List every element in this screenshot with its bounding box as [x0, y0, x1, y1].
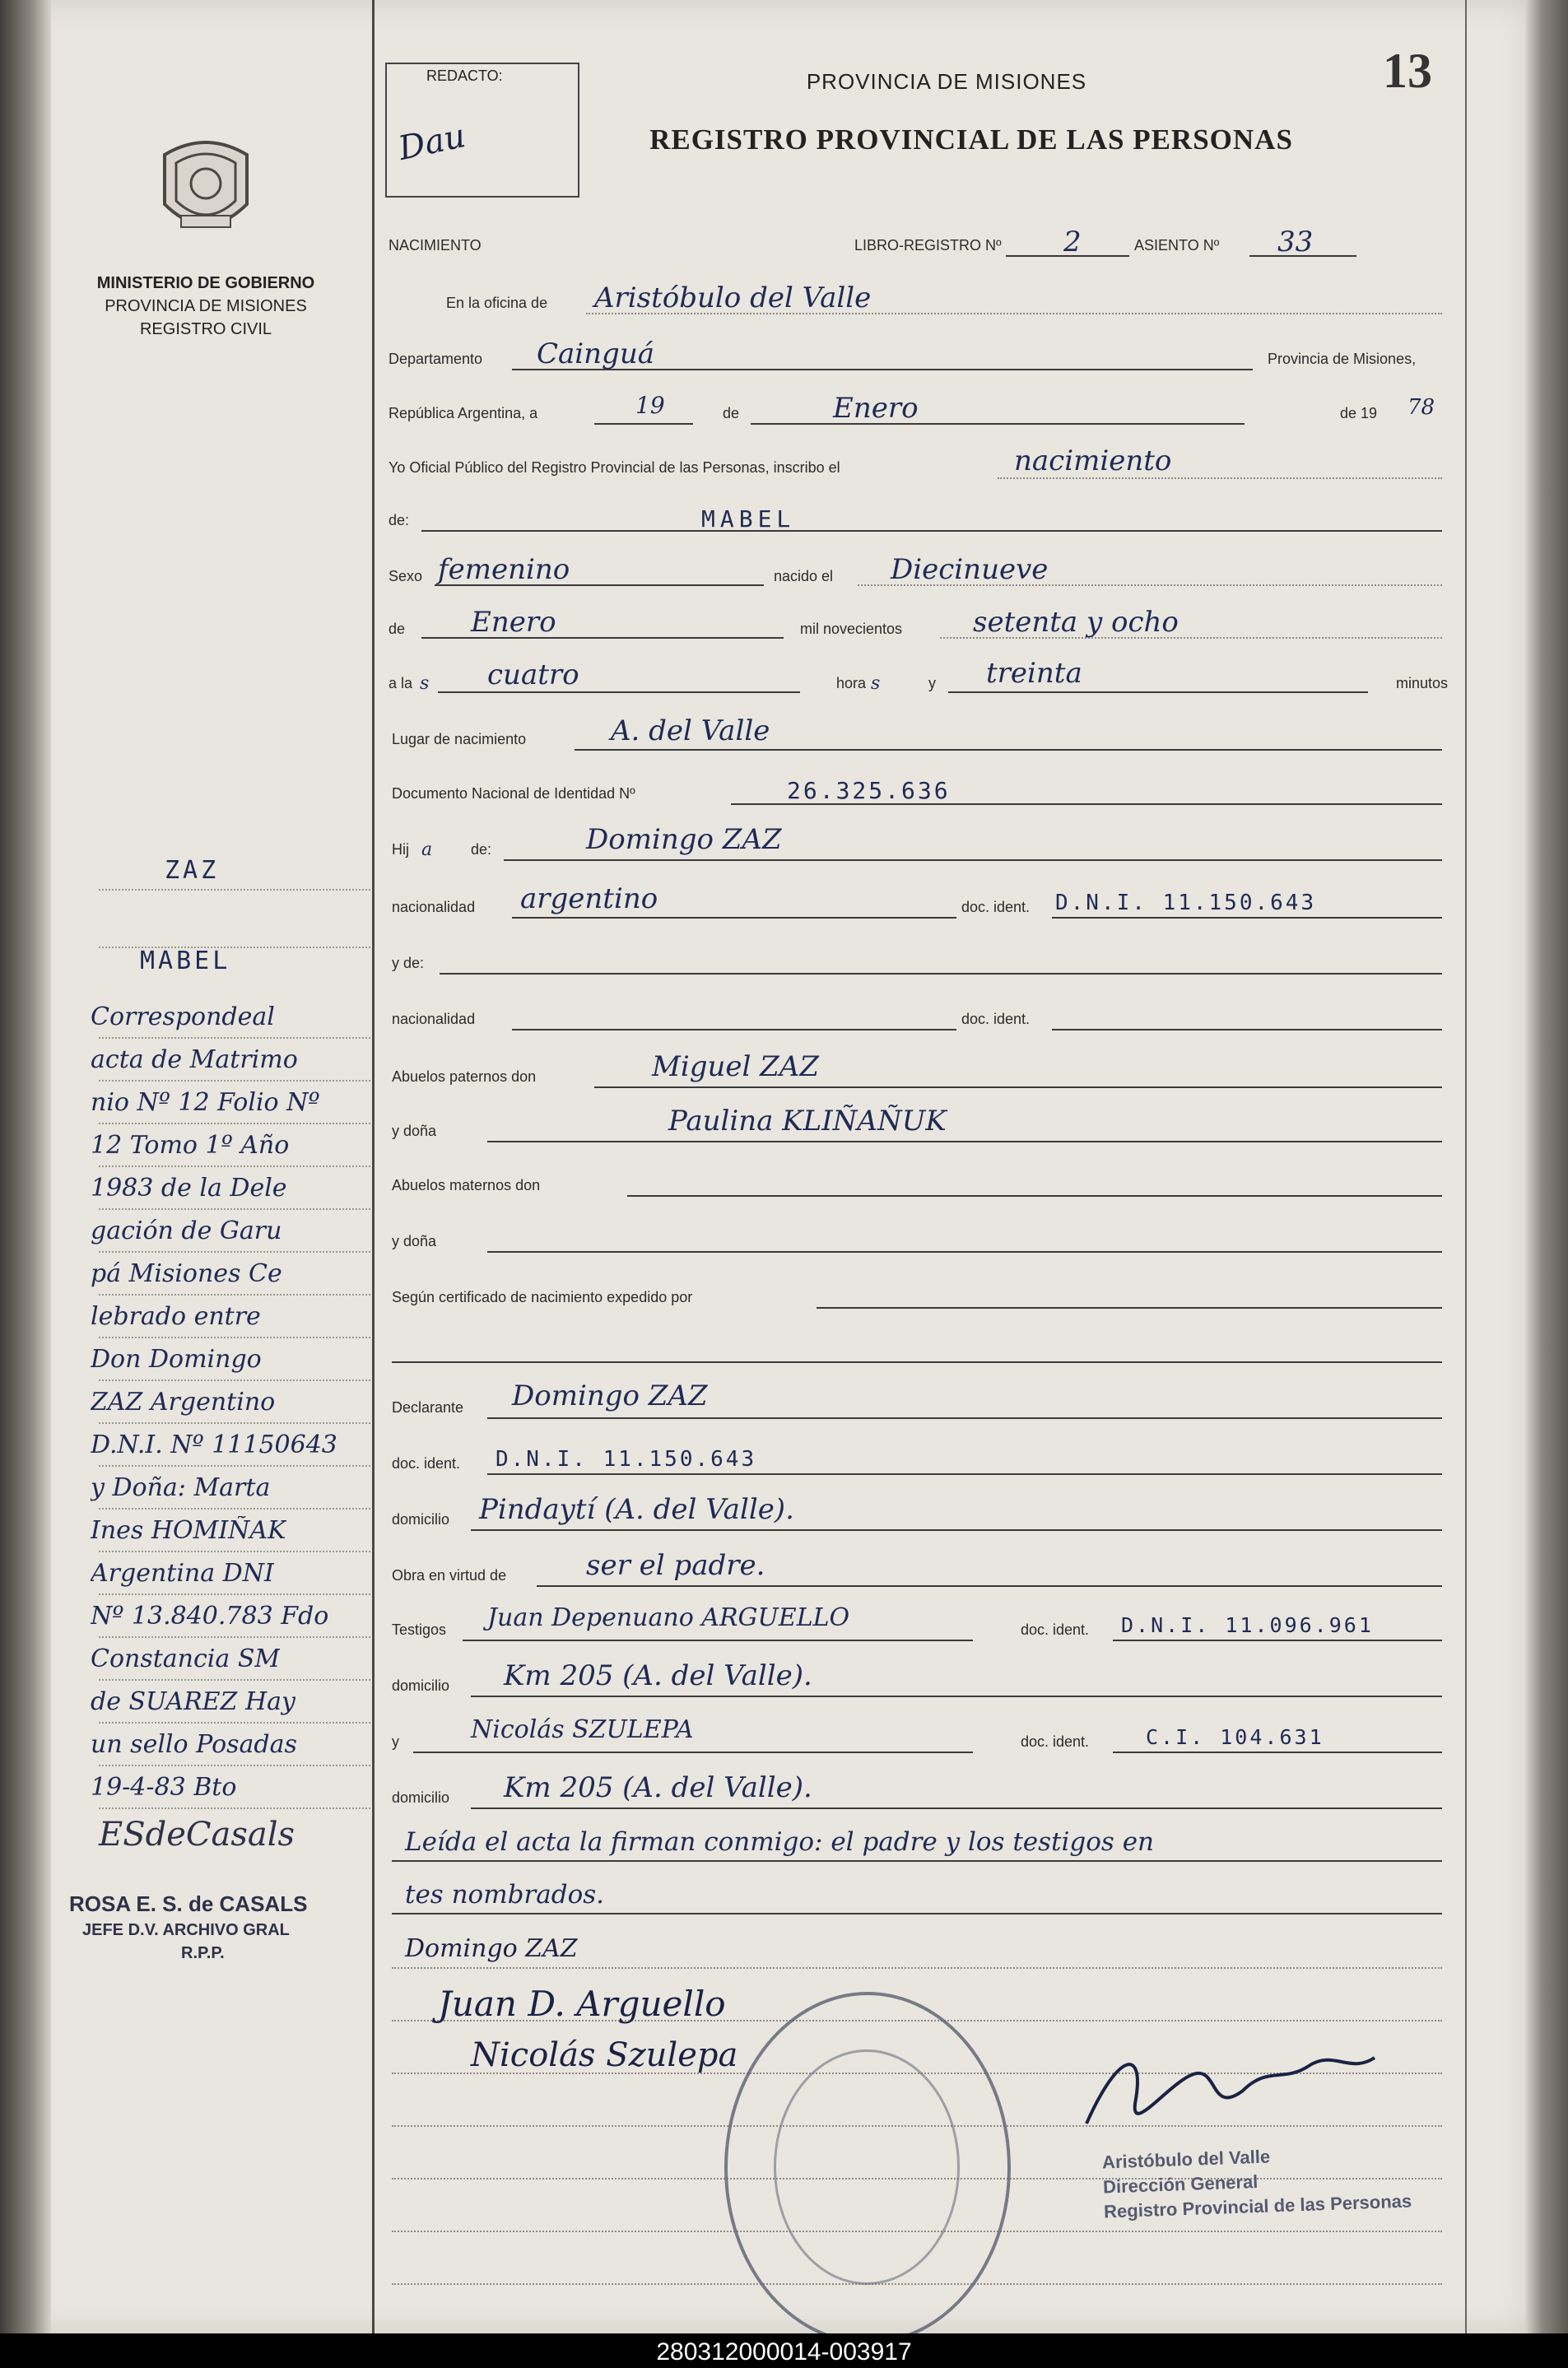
margin-note-line: acta de Matrimo [91, 1045, 298, 1074]
margin-note-line: ZAZ Argentino [91, 1388, 276, 1417]
binding [0, 0, 51, 2333]
abuelo-pat-value: Miguel ZAZ [652, 1050, 819, 1083]
row-hora [389, 657, 1467, 700]
row-abuela-paterna [389, 1105, 1467, 1146]
doc-ident3-label: doc. ident. [392, 1455, 461, 1472]
row-nacido-ano [389, 606, 1467, 645]
month-value: Enero [833, 392, 919, 425]
documento-label: Documento Nacional de Identidad Nº [392, 785, 635, 802]
row-departamento [389, 337, 1467, 377]
testigo1-doc-line [1113, 1640, 1442, 1641]
margin-stamp-3: R.P.P. [181, 1944, 225, 1962]
madre-line [440, 973, 1442, 975]
nacido-year: setenta y ocho [973, 606, 1179, 639]
horas-suffix: s [871, 673, 881, 694]
sexo-value: femenino [438, 553, 570, 586]
declarante-value: Domingo ZAZ [512, 1379, 708, 1412]
ydona2-label: y doña [392, 1233, 437, 1249]
row-abuela-materna [389, 1223, 1467, 1256]
redacto-signature: Dau [395, 117, 469, 168]
testigo2-dom-line [471, 1807, 1442, 1809]
libro-value: 2 [1063, 226, 1082, 258]
testigos-label: Testigos [392, 1621, 447, 1638]
margin-note-line: nio Nº 12 Folio Nº [91, 1088, 320, 1117]
doc-ident2-label: doc. ident. [961, 1011, 1031, 1027]
row-testigo1-dom [389, 1659, 1467, 1700]
margin-note-rule [99, 1037, 370, 1039]
margin-note-rule [99, 1251, 370, 1253]
declarante-doc-value: D.N.I. 11.150.643 [496, 1447, 757, 1472]
margin-note-line: pá Misiones Ce [91, 1259, 282, 1288]
officer-stamp-line-2: Dirección General [1102, 2170, 1259, 2198]
obra-line [537, 1585, 1442, 1587]
margin-note-rule [99, 1165, 370, 1167]
sign-2: Juan D. Arguello [438, 1984, 726, 2024]
nacido-value: Diecinueve [891, 553, 1049, 586]
declarante-label: Declarante [392, 1399, 464, 1416]
testigo1-value: Juan Depenuano ARGUELLO [487, 1603, 850, 1632]
mil-label: mil novecientos [800, 621, 903, 637]
margin-stamp-2: JEFE D.V. ARCHIVO GRAL [82, 1921, 290, 1939]
margin-note-line: Constancia SM [91, 1645, 281, 1673]
margin-note-line: Argentina DNI [91, 1559, 274, 1588]
margin-note-line: Nº 13.840.783 Fdo [91, 1602, 329, 1631]
abuela-pat-value: Paulina KLIÑAÑUK [668, 1105, 947, 1137]
redacto-box [385, 63, 579, 198]
margin-note-rule [99, 1465, 370, 1467]
margin-note-rule [99, 1080, 370, 1082]
hora-line [438, 691, 800, 693]
asiento-value: 33 [1277, 226, 1314, 258]
libro-label: LIBRO-REGISTRO Nº [854, 237, 1002, 254]
ministry-registry: REGISTRO CIVIL [139, 320, 272, 338]
row-closing-1 [389, 1827, 1467, 1860]
sexo-label: Sexo [389, 568, 423, 584]
row-declarante-doc [389, 1445, 1467, 1478]
minutos-value: treinta [986, 657, 1082, 690]
oficial-label: Yo Oficial Público del Registro Provincial de las Personas, inscribo el [389, 459, 840, 476]
month-line [751, 423, 1245, 425]
lugar-label: Lugar de nacimiento [392, 731, 527, 747]
officer-stamp-line-1: Aristóbulo del Valle [1101, 2146, 1271, 2173]
abuelos-pat-label: Abuelos paternos don [392, 1068, 537, 1085]
hijo-suffix: a [421, 840, 433, 860]
minutos-label: minutos [1396, 675, 1449, 691]
ministry-province: PROVINCIA DE MISIONES [105, 297, 307, 315]
row-testigo-1 [389, 1603, 1467, 1645]
margin-divider [372, 0, 375, 2333]
provincia-label: Provincia de Misiones, [1268, 351, 1417, 367]
row-segun [389, 1279, 1467, 1312]
margin-note-rule [99, 1123, 370, 1124]
sign-1: Domingo ZAZ [405, 1934, 578, 1963]
declarante-doc-line [487, 1473, 1442, 1475]
domicilio2-label: domicilio [392, 1677, 450, 1694]
officer-signature-icon [1070, 2033, 1399, 2148]
margin-note-rule [99, 1551, 370, 1552]
abuela-mat-line [487, 1251, 1442, 1253]
documento-value: 26.325.636 [787, 777, 951, 804]
row-obra [389, 1549, 1467, 1590]
row-fecha [389, 392, 1467, 431]
row-yde [389, 947, 1467, 979]
row-abuelos-maternos [389, 1167, 1467, 1200]
nacionalidad-label: nacionalidad [392, 899, 476, 915]
margin-note-rule [99, 1294, 370, 1296]
horas-label: hora [836, 675, 867, 691]
testigo2-doc-line [1113, 1752, 1442, 1753]
padre-nac-value: argentino [520, 882, 658, 915]
lugar-line [575, 749, 1442, 751]
caption-text: 280312000014-003917 [656, 2338, 912, 2366]
segun-label: Según certificado de nacimiento expedido por [392, 1289, 693, 1305]
day-value: 19 [635, 392, 665, 419]
row-sign-1 [389, 1934, 1467, 1967]
closing-line-1 [392, 1860, 1442, 1862]
y2-label: y [392, 1733, 399, 1750]
registry-title: REGISTRO PROVINCIAL DE LAS PERSONAS [649, 123, 1293, 156]
doc-ident4-label: doc. ident. [1021, 1621, 1090, 1638]
lugar-value: A. del Valle [611, 714, 770, 747]
year-value: 78 [1407, 395, 1435, 420]
padre-nac-line [512, 917, 956, 919]
name-value: MABEL [701, 505, 796, 533]
alas-label: a la [389, 675, 413, 691]
departamento-value: Cainguá [537, 337, 654, 370]
margin-note-rule [99, 1337, 370, 1338]
row-closing-2 [389, 1880, 1467, 1913]
obra-label: Obra en virtud de [392, 1567, 507, 1584]
padre-doc-value: D.N.I. 11.150.643 [1055, 891, 1317, 915]
name-line [421, 530, 1442, 532]
alas-suffix: s [420, 673, 430, 694]
abuela-pat-line [487, 1141, 1442, 1142]
row-testigo2-dom [389, 1771, 1467, 1812]
margin-note-rule [99, 1593, 370, 1595]
margin-stamp-1: ROSA E. S. de CASALS [69, 1891, 308, 1916]
testigo2-dom: Km 205 (A. del Valle). [504, 1771, 812, 1804]
segun-line [817, 1307, 1442, 1309]
sign-line-1 [392, 1967, 1442, 1969]
margin-note-rule [99, 1422, 370, 1424]
margin-note-line: 12 Tomo 1º Año [91, 1131, 290, 1160]
ministry-title: MINISTERIO DE GOBIERNO [96, 274, 315, 292]
republica-label: República Argentina, a [389, 405, 538, 421]
registry-seal-inner [774, 2049, 960, 2285]
row-hijo [389, 823, 1467, 866]
de2-label: de: [389, 512, 410, 528]
row-oficina [389, 281, 1467, 321]
testigo1-dom: Km 205 (A. del Valle). [504, 1659, 812, 1692]
segun-line-2 [392, 1361, 1442, 1363]
minutos-line [948, 691, 1368, 693]
margin-note-line: Ines HOMIÑAK [91, 1516, 286, 1545]
row-testigo-2 [389, 1715, 1467, 1756]
margin-surname: ZAZ [165, 856, 220, 885]
row-lugar [389, 714, 1467, 756]
doc-ident-label: doc. ident. [961, 899, 1031, 915]
testigo2-value: Nicolás SZULEPA [471, 1715, 694, 1744]
margin-note-line: lebrado entre [91, 1302, 261, 1331]
margin-note-line: Correspondeal [91, 1003, 275, 1031]
oficina-value: Aristóbulo del Valle [594, 281, 872, 314]
margin-line [99, 889, 370, 891]
margin-note-rule [99, 1636, 370, 1638]
row-segun-cont [389, 1333, 1467, 1366]
nacionalidad2-label: nacionalidad [392, 1011, 476, 1027]
margin-note-line: Don Domingo [91, 1345, 262, 1374]
madre-doc-line [1052, 1029, 1442, 1030]
yde-label: y de: [392, 955, 425, 971]
margin-note-rule [99, 1508, 370, 1510]
year-label: de 19 [1340, 405, 1378, 421]
sign-3: Nicolás Szulepa [471, 2036, 738, 2074]
margin-note-rule [99, 1722, 370, 1724]
row-declarante [389, 1379, 1467, 1422]
closing-1: Leída el acta la firman conmigo: el padre y los testigos en [405, 1827, 1155, 1857]
domicilio-label: domicilio [392, 1511, 450, 1528]
margin-note-rule [99, 1208, 370, 1210]
row-documento [389, 777, 1467, 810]
padre-line [504, 859, 1442, 861]
abuelo-pat-line [594, 1086, 1442, 1088]
margin-signature: ESdeCasals [99, 1816, 295, 1854]
closing-line-2 [392, 1913, 1442, 1914]
day-line [594, 423, 693, 425]
margin-note-rule [99, 1807, 370, 1809]
ydona-label: y doña [392, 1123, 437, 1139]
folio-number: 13 [1383, 44, 1432, 98]
page-edge [1525, 0, 1568, 2333]
asiento-label: ASIENTO Nº [1134, 237, 1220, 254]
testigo1-line [463, 1640, 973, 1641]
abuelos-mat-label: Abuelos maternos don [392, 1177, 541, 1193]
domicilio-line [471, 1529, 1442, 1531]
inscribo-value: nacimiento [1014, 444, 1172, 477]
padre-value: Domingo ZAZ [586, 823, 782, 856]
hijo-de-label: de: [471, 841, 492, 858]
redacto-label: REDACTO: [426, 67, 503, 84]
row-sexo [389, 553, 1467, 593]
nacido-month: Enero [471, 606, 556, 639]
y-label: y [928, 675, 936, 691]
row-domicilio [389, 1493, 1467, 1534]
row-nombre [389, 505, 1467, 538]
margin-note-rule [99, 1765, 370, 1766]
row-oficial [389, 444, 1467, 486]
officer-stamp [1102, 2139, 1412, 2224]
margin-note-line: 1983 de la Dele [91, 1174, 287, 1203]
padre-doc-line [1052, 917, 1442, 919]
domicilio-value: Pindaytí (A. del Valle). [479, 1493, 794, 1526]
testigo1-dom-line [471, 1696, 1442, 1697]
declarante-line [487, 1417, 1442, 1419]
officer-stamp-line-3: Registro Provincial de las Personas [1103, 2190, 1412, 2222]
inscribo-line [998, 477, 1442, 479]
row-nacionalidad-madre [389, 1003, 1467, 1035]
margin-note-rule [99, 1379, 370, 1381]
hijo-label: Hij [392, 841, 409, 858]
margin-note-line: un sello Posadas [91, 1730, 297, 1759]
row-libro [389, 226, 1467, 263]
hora-value: cuatro [487, 658, 579, 691]
margin-note-line: y Doña: Marta [91, 1473, 271, 1502]
type-label: NACIMIENTO [389, 237, 482, 254]
margin-note-line: gación de Garu [91, 1217, 282, 1245]
de-label: de [723, 405, 740, 421]
abuelo-mat-line [627, 1195, 1442, 1197]
margin-given: MABEL [140, 947, 231, 975]
doc-ident5-label: doc. ident. [1021, 1733, 1090, 1750]
testigo2-line [413, 1752, 973, 1753]
margin-note-line: 19-4-83 Bto [91, 1773, 237, 1802]
testigo1-doc: D.N.I. 11.096.961 [1121, 1613, 1374, 1637]
madre-nac-line [512, 1029, 956, 1030]
row-nacionalidad-padre [389, 882, 1467, 923]
departamento-label: Departamento [389, 351, 483, 367]
margin-note-line: D.N.I. Nº 11150643 [91, 1431, 337, 1459]
nacido-label: nacido el [774, 568, 834, 584]
oficina-label: En la oficina de [446, 295, 548, 311]
de3-label: de [389, 621, 406, 637]
obra-value: ser el padre. [586, 1549, 765, 1582]
margin-note-line: de SUAREZ Hay [91, 1687, 295, 1716]
domicilio3-label: domicilio [392, 1789, 450, 1806]
margin-note-rule [99, 1679, 370, 1681]
image-caption [0, 2333, 1568, 2368]
row-abuelos-paternos [389, 1050, 1467, 1091]
province-heading: PROVINCIA DE MISIONES [806, 69, 1087, 94]
closing-2: tes nombrados. [405, 1880, 605, 1910]
testigo2-doc: C.I. 104.631 [1146, 1725, 1324, 1749]
